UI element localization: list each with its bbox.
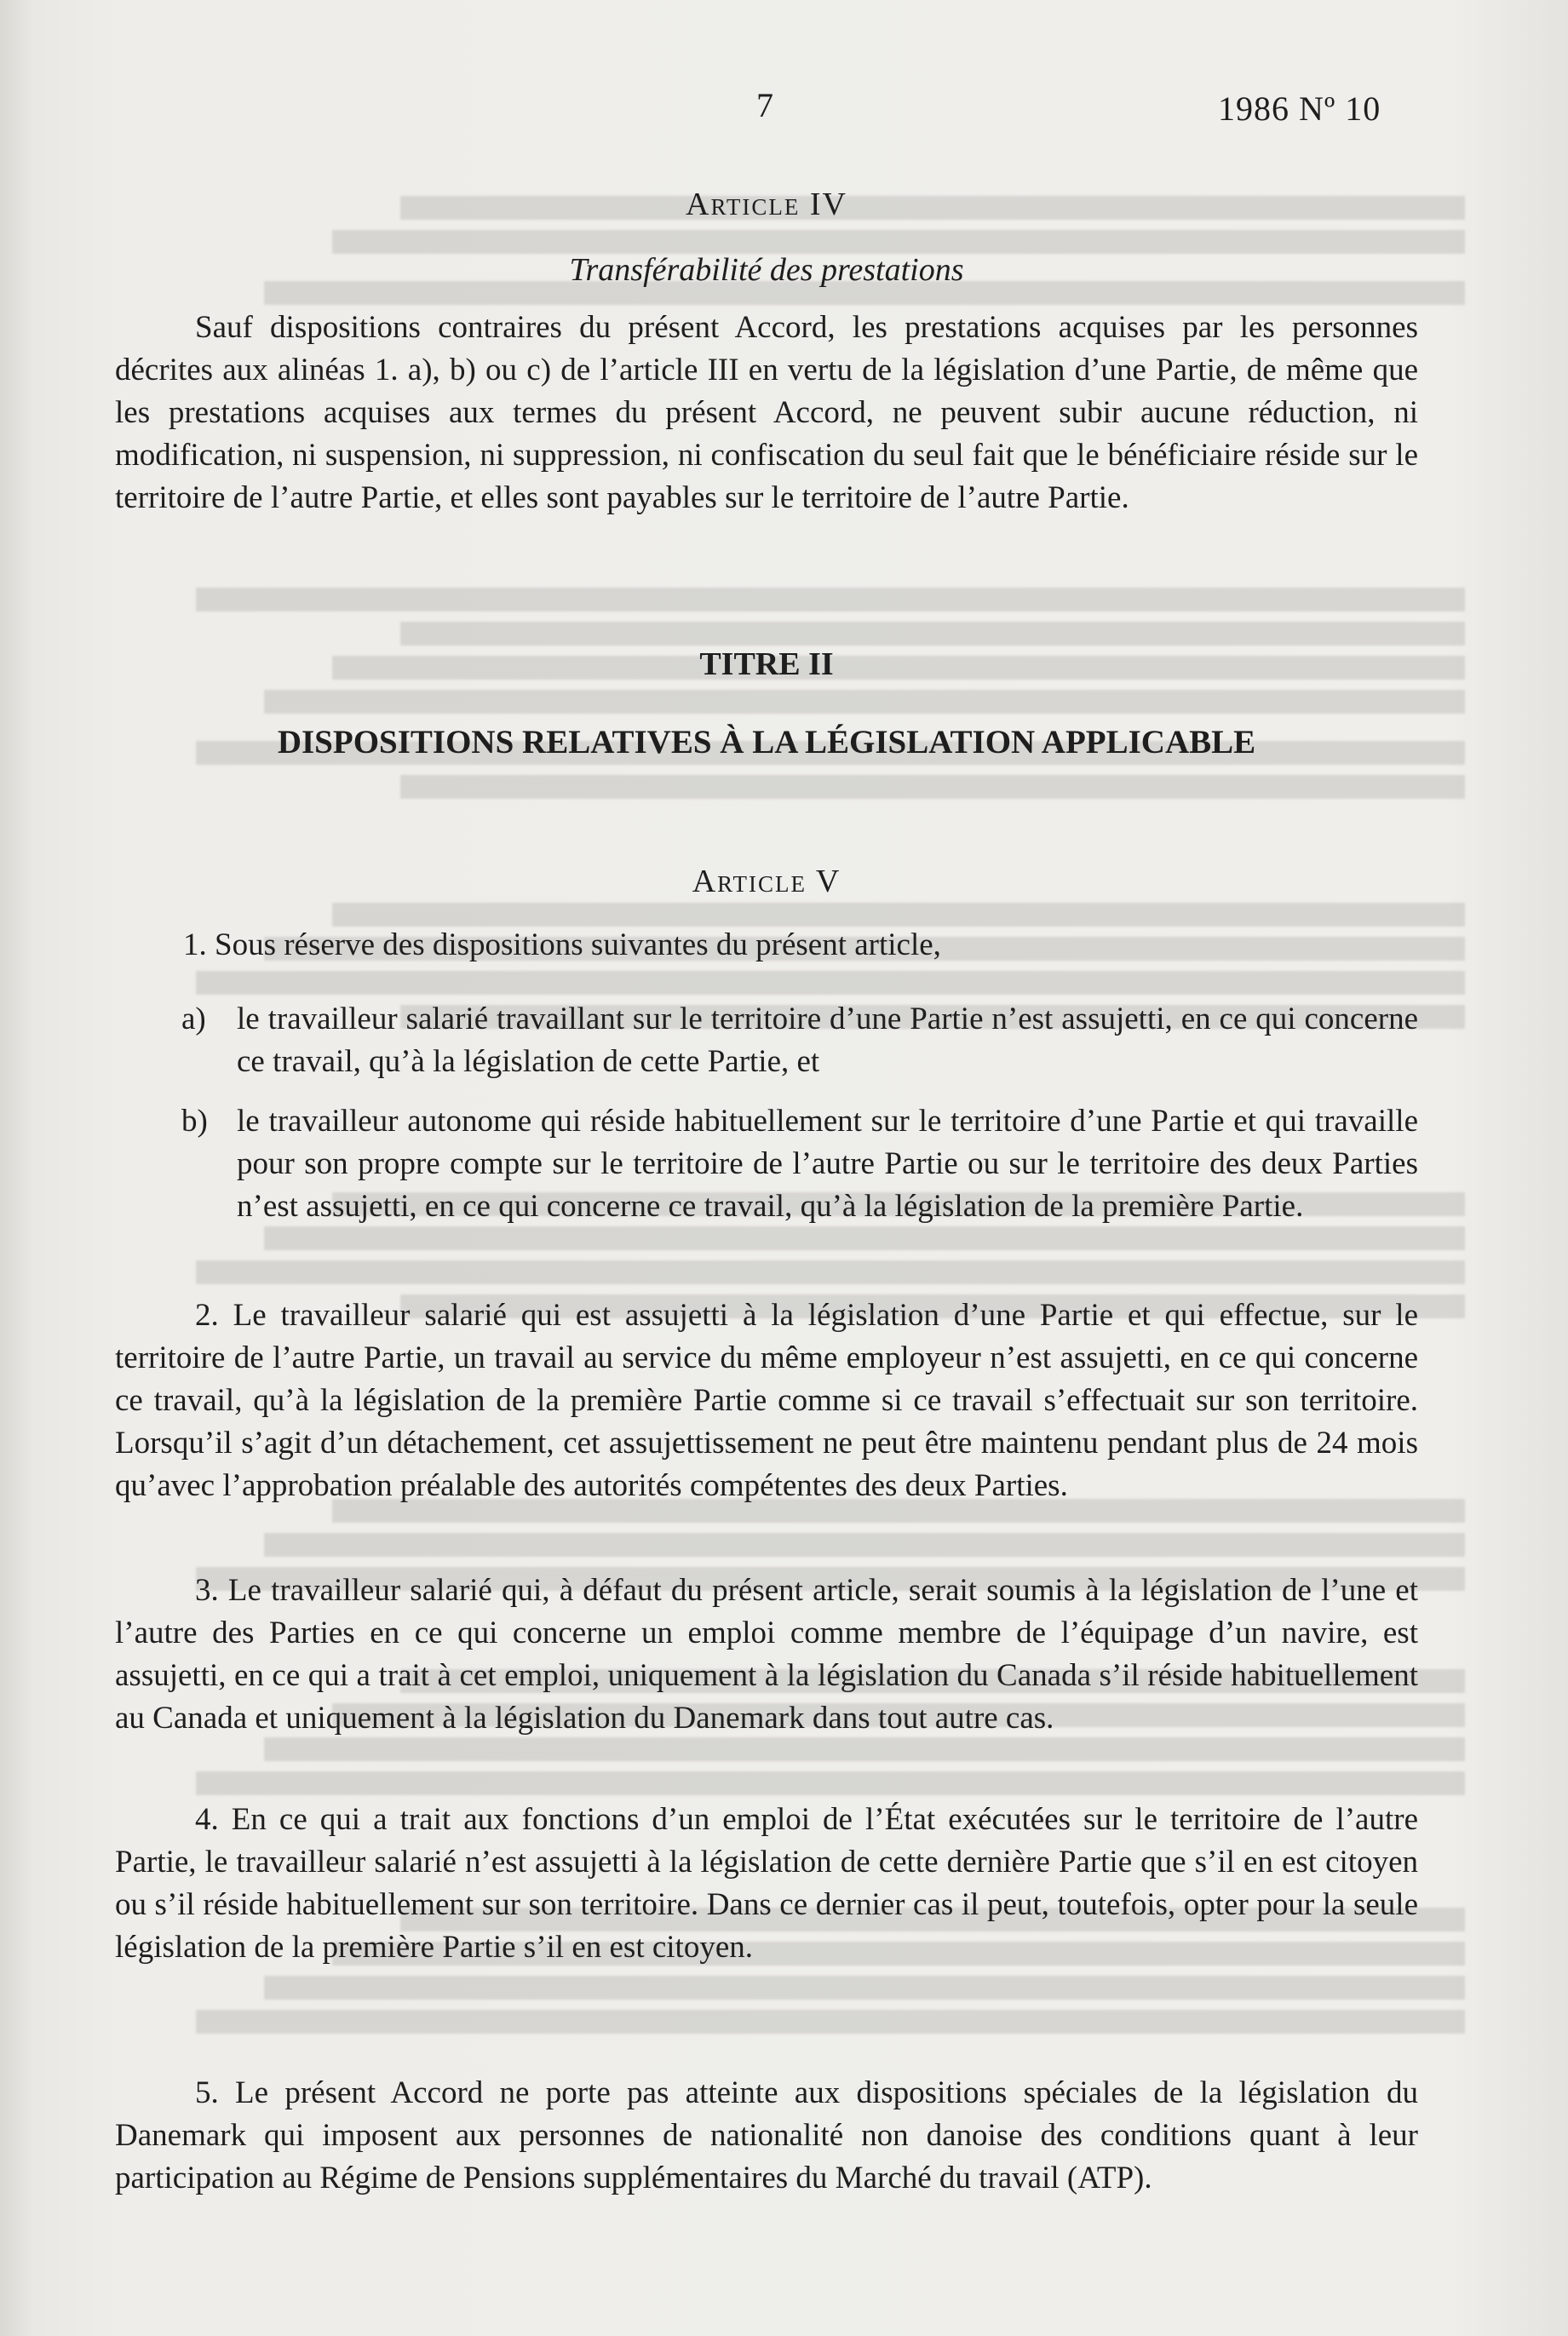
article-5-item-b bbox=[115, 1100, 1418, 1228]
article-5-paragraph-5: 5. Le présent Accord ne porte pas atteinte aux dispositions spéciales de la législation du Danemark qui imposent aux personnes de nationalité non danoise des conditions quant à leur participation au Régime de Pensions supplémentaires du Marché du travail (ATP). bbox=[115, 2075, 1418, 2195]
show-through-line bbox=[264, 1533, 1465, 1557]
page-header bbox=[0, 85, 1568, 136]
show-through-line bbox=[264, 1226, 1465, 1250]
show-through-line bbox=[196, 2010, 1465, 2034]
article-5-item-a bbox=[115, 998, 1418, 1083]
article-5-paragraph-4: 4. En ce qui a trait aux fonctions d’un emploi de l’État exécutées sur le territoire de l’autre Partie, le travailleur salarié n’est assujetti à la législation de cette dernière Partie que s’il en est citoyen ou s’il réside habituellement sur son territoire. Dans ce dernier cas il peut, toutefois, opter pour la seule législation de la première Partie s’il en est citoyen. bbox=[115, 1802, 1418, 1965]
item-b-label: b) bbox=[181, 1104, 208, 1139]
show-through-line bbox=[332, 903, 1465, 927]
show-through-line bbox=[264, 690, 1465, 714]
item-a-label: a) bbox=[181, 1002, 206, 1036]
show-through-line bbox=[196, 971, 1465, 995]
show-through-line bbox=[264, 1976, 1465, 2000]
item-a-text: le travailleur salarié travaillant sur le territoire d’une Partie n’est assujetti, en ce qui concerne ce travail, qu’à la législation de cette Partie, et bbox=[237, 1002, 1418, 1079]
article-4-heading: Article IV bbox=[686, 187, 847, 222]
show-through-line bbox=[196, 588, 1465, 611]
show-through-line bbox=[196, 1771, 1465, 1795]
item-b-text: le travailleur autonome qui réside habituellement sur le territoire d’une Partie et qui travaille pour son propre compte sur le territoire de l’autre Partie ou sur le territoire des deux Parties n’est assujetti, en ce qui concerne ce travail, qu’à la législation de la première Partie. bbox=[237, 1104, 1418, 1224]
article-5-paragraph-3: 3. Le travailleur salarié qui, à défaut du présent article, serait soumis à la législation de l’une et l’autre des Parties en ce qui concerne un emploi comme membre de l’équipage d’un navire, est assujetti, en ce qui a trait à cet emploi, uniquement à la législation du Canada s’il réside habituellement au Canada et uniquement à la législation du Danemark dans tout autre cas. bbox=[115, 1573, 1418, 1736]
article-4-subheading: Transférabilité des prestations bbox=[569, 252, 964, 288]
article-5-heading: Article V bbox=[692, 864, 841, 899]
article-4-paragraph: Sauf dispositions contraires du présent Accord, les prestations acquises par les personnes décrites aux alinéas 1. a), b) ou c) de l’article III en vertu de la législation d’une Partie, de même que les prestations acquises aux termes du présent Accord, ne peuvent subir aucune réduction, ni modification, ni suspension, ni suppression, ni confiscation du seul fait que le bénéficiaire réside sur le territoire de l’autre Partie, et elles sont payables sur le territoire de l’autre Partie. bbox=[115, 310, 1418, 515]
show-through-line bbox=[196, 1260, 1465, 1284]
article-5-paragraph-2: 2. Le travailleur salarié qui est assujetti à la législation d’une Partie et qui effectue, sur le territoire de l’autre Partie, un travail au service du même employeur n’est assujetti, en ce qui concerne ce travail, qu’à la législation de la première Partie comme si ce travail s’effectuait sur son territoire. Lorsqu’il s’agit d’un détachement, cet assujettissement ne peut être maintenu pendant plus de 24 mois qu’avec l’approbation préalable des autorités compétentes des deux Parties. bbox=[115, 1298, 1418, 1503]
show-through-line bbox=[400, 622, 1465, 646]
show-through-line bbox=[400, 775, 1465, 799]
show-through-line bbox=[264, 1737, 1465, 1761]
page-number: 7 bbox=[756, 86, 773, 124]
title-2-heading: TITRE II bbox=[699, 646, 834, 682]
publication-reference: 1986 Nº 10 bbox=[1218, 89, 1381, 128]
article-5-paragraph-1: 1. Sous réserve des dispositions suivantes du présent article, bbox=[183, 927, 941, 962]
title-2-subheading: DISPOSITIONS RELATIVES À LA LÉGISLATION APPLICABLE bbox=[277, 724, 1256, 760]
